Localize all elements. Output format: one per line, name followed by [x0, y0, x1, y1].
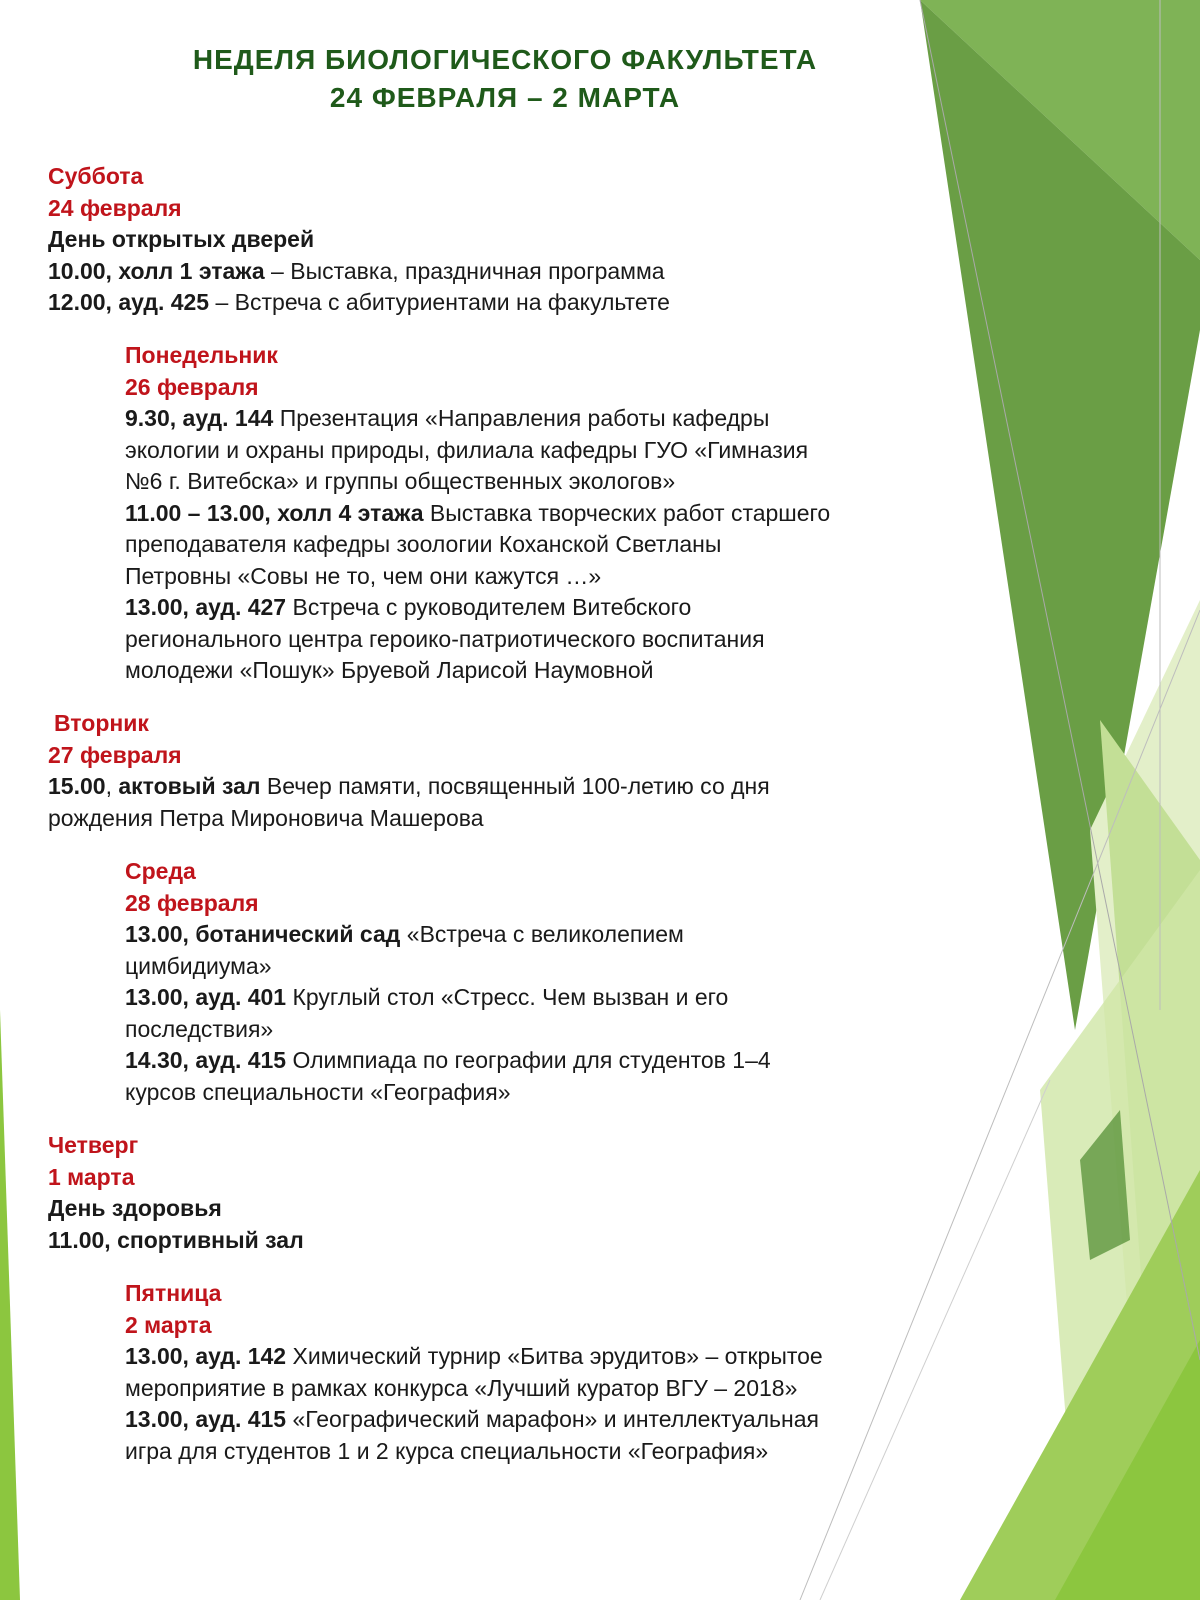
- day-friday: [125, 1278, 955, 1467]
- event-place: 13.00, ботанический сад: [125, 921, 401, 947]
- day-thursday: [48, 1130, 948, 1256]
- date-label: 1 марта: [48, 1163, 135, 1190]
- event-text: Химический турнир «Битва эрудитов» – открытое: [286, 1343, 823, 1369]
- weekday-label: Среда: [125, 858, 196, 884]
- event-text: Вечер памяти, посвященный 100-летию со дня: [260, 773, 770, 799]
- event-text: «Встреча с великолепием: [400, 921, 684, 947]
- day-subtitle: День открытых дверей: [48, 226, 315, 252]
- event-place: 12.00, ауд. 425: [48, 289, 210, 315]
- event-text-line: игра для студентов 1 и 2 курса специальности «География»: [125, 1437, 769, 1464]
- date-label: 27 февраля: [48, 741, 182, 768]
- event-place: 13.00, ауд. 427: [125, 594, 287, 620]
- weekday-label: Пятница: [125, 1280, 222, 1306]
- event-text-line: преподавателя кафедры зоологии Коханской Светланы: [125, 531, 722, 557]
- event-place: 13.00, ауд. 415: [125, 1406, 287, 1432]
- event-item: [125, 403, 955, 435]
- event-text-line: цимбидиума»: [125, 952, 272, 979]
- weekday-label: Вторник: [54, 710, 149, 736]
- event-text-line: последствия»: [125, 1015, 274, 1042]
- event-text-line: курсов специальности «География»: [125, 1078, 511, 1105]
- day-tuesday: [48, 708, 948, 834]
- event-place: 10.00, холл 1 этажа: [48, 257, 265, 284]
- date-label: 28 февраля: [125, 889, 259, 916]
- weekday-label: Понедельник: [125, 342, 278, 368]
- event-text: – Встреча с абитуриентами на факультете: [209, 289, 670, 315]
- event-place: 11.00, спортивный зал: [48, 1226, 304, 1253]
- event-text: Выставка творческих работ старшего: [423, 499, 831, 526]
- event-item: [125, 1404, 955, 1436]
- event-item: [48, 256, 948, 288]
- event-separator: ,: [105, 773, 119, 799]
- event-item: [48, 287, 948, 319]
- date-label: 26 февраля: [125, 373, 259, 400]
- event-text-line: Петровны «Совы не то, чем они кажутся …»: [125, 562, 602, 589]
- event-text: «Географический марафон» и интеллектуальная: [286, 1406, 819, 1432]
- day-wednesday: [125, 856, 955, 1108]
- event-text-line: регионального центра героико-патриотического воспитания: [125, 625, 765, 652]
- event-time: 15.00: [48, 773, 106, 799]
- event-place: актовый зал: [118, 773, 261, 799]
- event-text: Олимпиада по географии для студентов 1–4: [286, 1047, 771, 1073]
- event-text-line: мероприятие в рамках конкурса «Лучший куратор ВГУ – 2018»: [125, 1374, 798, 1401]
- page-subtitle-dates: 24 ФЕВРАЛЯ – 2 МАРТА: [329, 82, 681, 113]
- event-text: Презентация «Направления работы кафедры: [273, 405, 770, 431]
- weekday-label: Четверг: [48, 1132, 139, 1158]
- event-text-line: молодежи «Пошук» Бруевой Ларисой Наумовной: [125, 657, 654, 683]
- event-item: [125, 498, 955, 530]
- event-place: 14.30, ауд. 415: [125, 1047, 287, 1073]
- event-item: [125, 982, 955, 1014]
- event-item: [125, 919, 955, 951]
- event-text-line: №6 г. Витебска» и группы общественных экологов»: [125, 468, 676, 494]
- event-text: Круглый стол «Стресс. Чем вызван и его: [286, 984, 729, 1010]
- event-place: 9.30, ауд. 144: [125, 405, 274, 431]
- event-item: [125, 1341, 955, 1373]
- event-place: 11.00 – 13.00, холл 4 этажа: [125, 499, 424, 526]
- page-title: НЕДЕЛЯ БИОЛОГИЧЕСКОГО ФАКУЛЬТЕТА: [192, 44, 818, 75]
- event-text-line: экологии и охраны природы, филиала кафедры ГУО «Гимназия: [125, 436, 809, 463]
- day-monday: [125, 340, 955, 687]
- event-item: [125, 1045, 955, 1077]
- event-text-line: рождения Петра Мироновича Машерова: [48, 804, 484, 831]
- date-label: 2 марта: [125, 1311, 212, 1338]
- day-saturday: [48, 161, 948, 319]
- day-subtitle: День здоровья: [48, 1195, 222, 1221]
- event-place: 13.00, ауд. 142: [125, 1343, 287, 1369]
- event-place: 13.00, ауд. 401: [125, 984, 287, 1010]
- event-item: [48, 771, 948, 803]
- event-text: – Выставка, праздничная программа: [264, 257, 665, 284]
- event-text: Встреча с руководителем Витебского: [286, 594, 692, 620]
- weekday-label: Суббота: [48, 163, 144, 189]
- event-item: [125, 592, 955, 624]
- date-label: 24 февраля: [48, 194, 182, 221]
